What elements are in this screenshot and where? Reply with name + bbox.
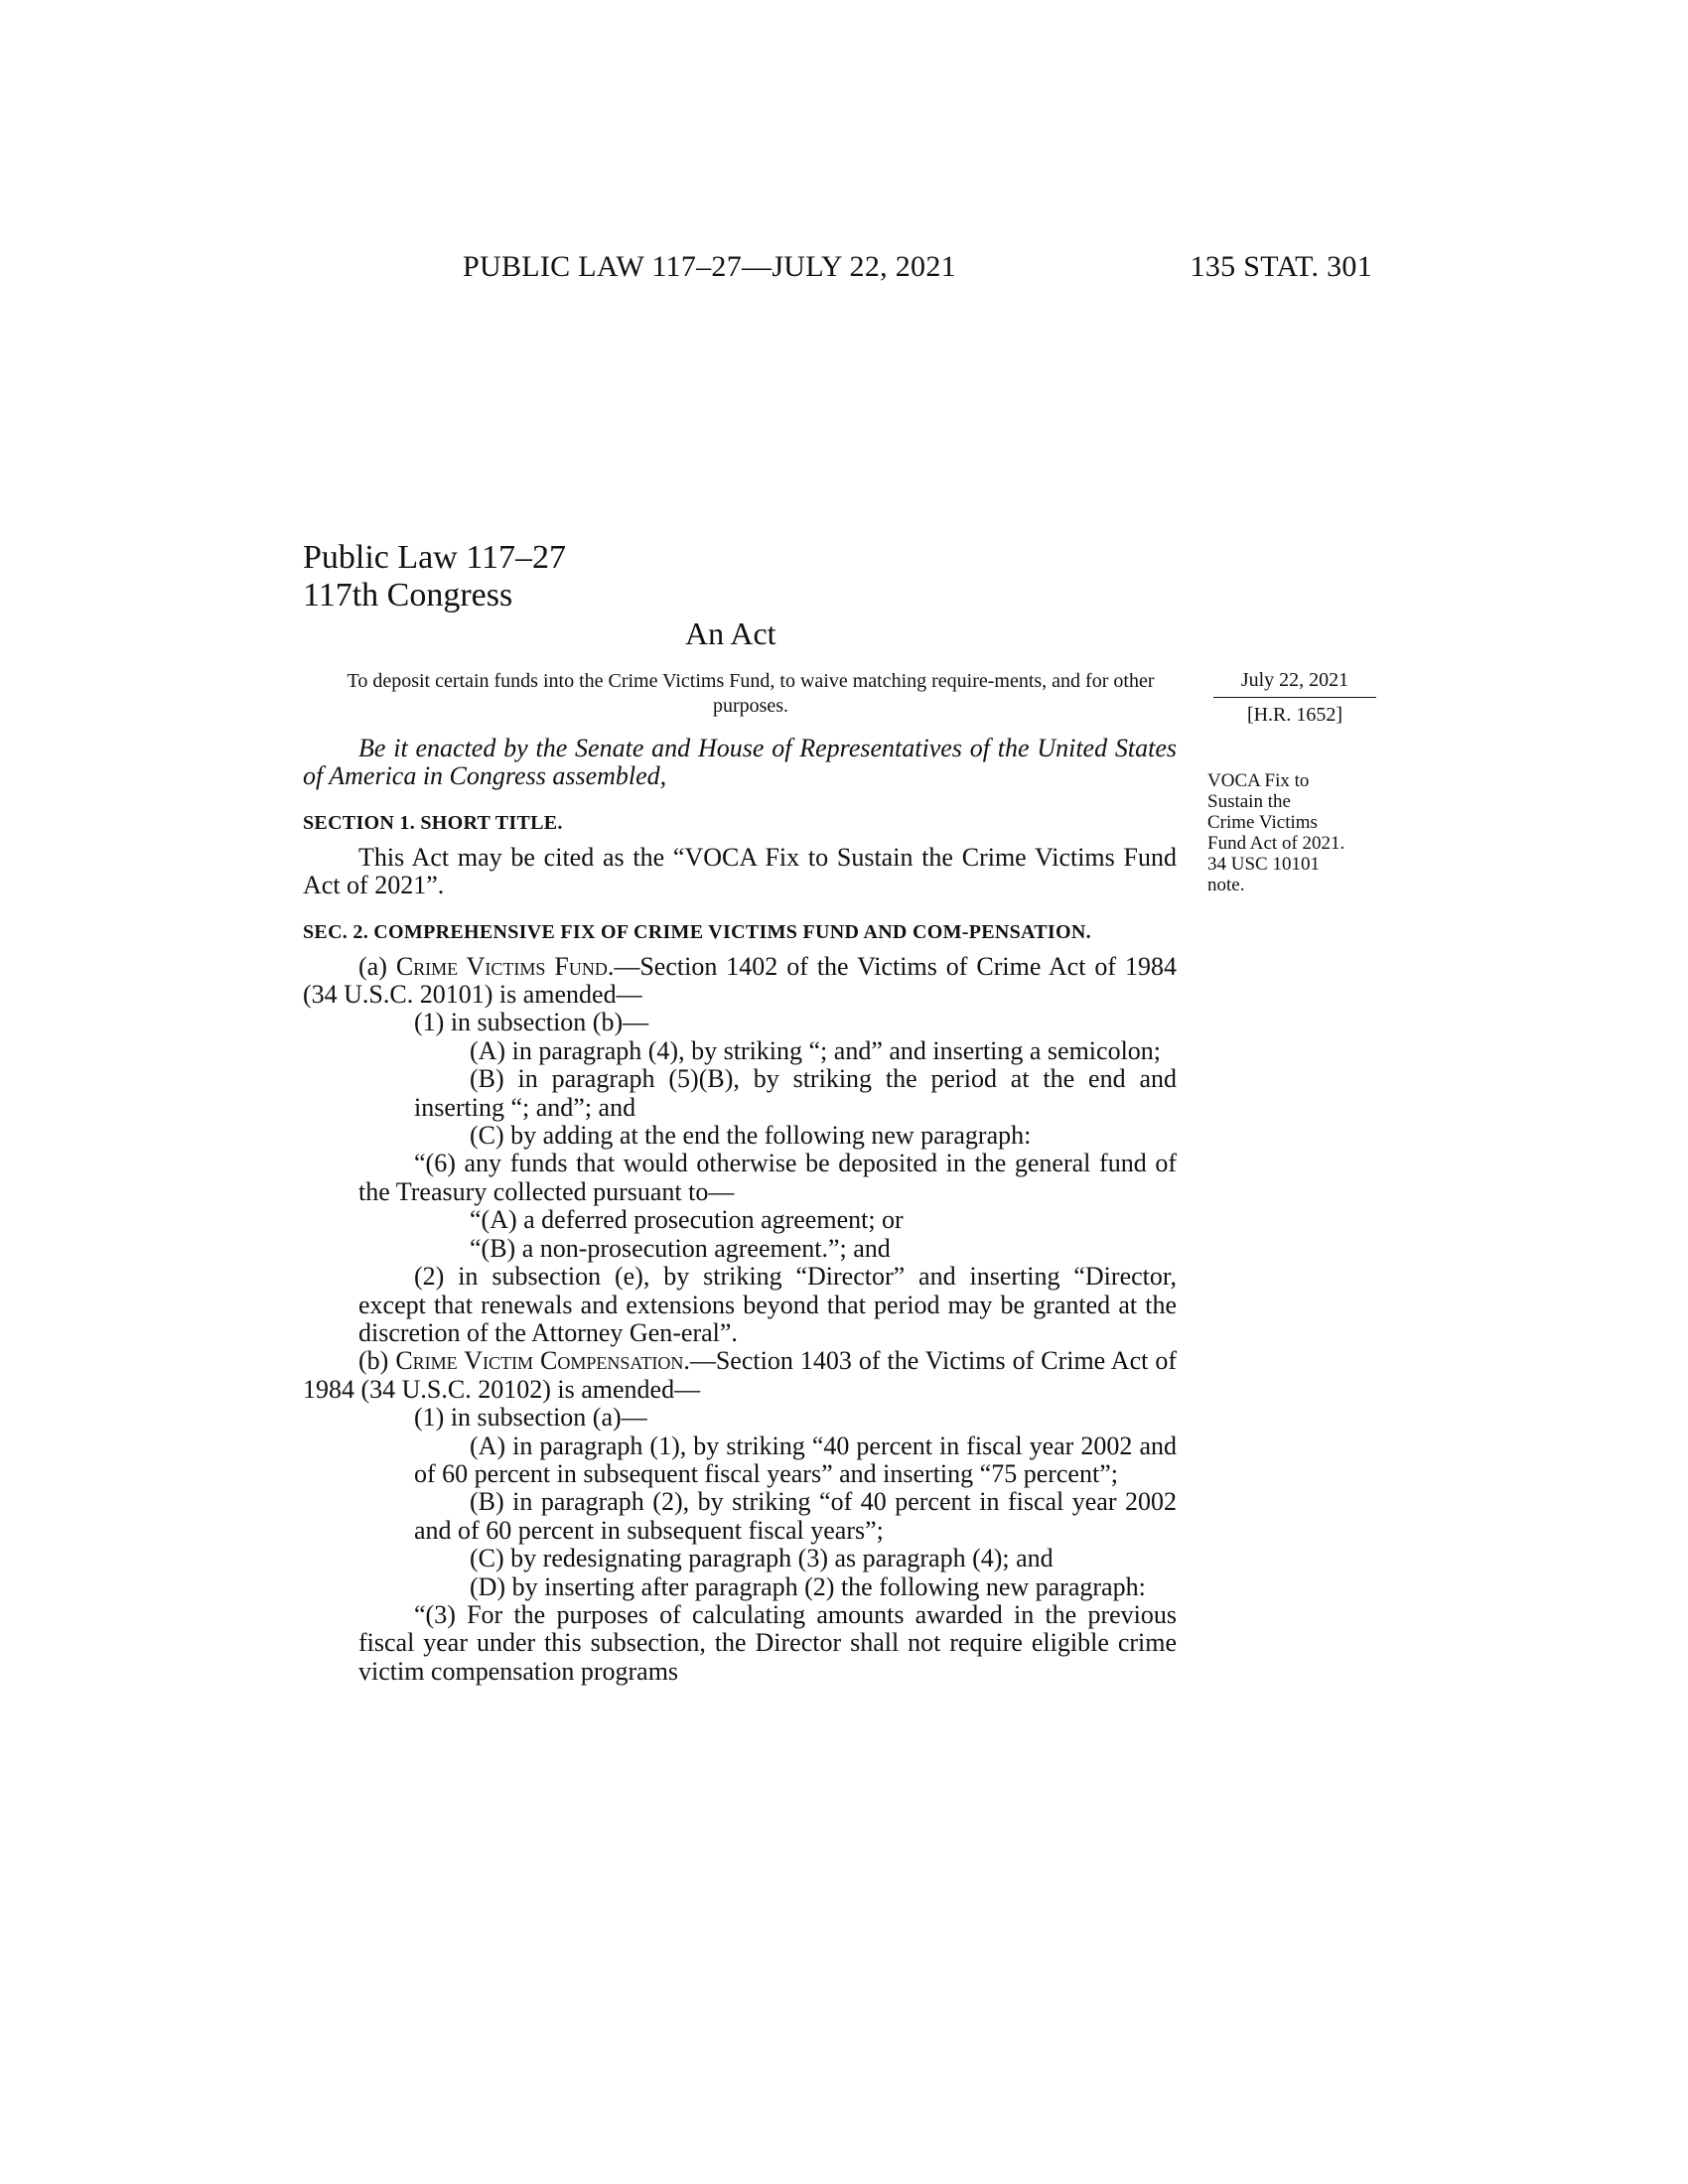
quoted-paragraph-6: “(6) any funds that would otherwise be deposited in the general fund of the Treasury collected pursuant to— — [358, 1149, 1177, 1206]
subsection-a — [303, 953, 1177, 1010]
section-1-text: This Act may be cited as the “VOCA Fix to Sustain the Crime Victims Fund Act of 2021”. — [303, 842, 1177, 900]
quoted-paragraph-3: “(3) For the purposes of calculating amounts awarded in the previous fiscal year under this subsection, the Director shall not require eligible crime victim compensation programs — [358, 1599, 1177, 1686]
marginal-note — [1207, 770, 1406, 895]
section-2-heading: SEC. 2. COMPREHENSIVE FIX OF CRIME VICTIMS FUND AND COM-PENSATION. — [303, 920, 1091, 943]
subsection-a-caption: Crime Victims Fund. — [395, 951, 615, 981]
subparagraph-a-1-A: (A) in paragraph (4), by striking “; and” and inserting a semicolon; — [470, 1035, 1162, 1065]
statute-page-number: 135 STAT. 301 — [1190, 250, 1372, 283]
section-1-heading: SECTION 1. SHORT TITLE. — [303, 811, 563, 834]
paragraph-b-1: (1) in subsection (a)— — [414, 1403, 647, 1433]
quoted-subparagraph-6-B: “(B) a non-prosecution agreement.”; and — [470, 1233, 891, 1263]
act-heading: An Act — [685, 615, 776, 651]
running-head: PUBLIC LAW 117–27—JULY 22, 2021 — [463, 250, 956, 283]
marginal-note-line: note. — [1207, 875, 1245, 895]
marginal-note-line: Fund Act of 2021. — [1207, 833, 1345, 854]
subparagraph-b-1-B: (B) in paragraph (2), by striking “of 40 percent in fiscal year 2002 and of 60 percent in subsequent fiscal years”; — [414, 1487, 1177, 1545]
subsection-a-label: (a) — [358, 951, 396, 981]
congress-number: 117th Congress — [303, 577, 513, 614]
subparagraph-b-1-D: (D) by inserting after paragraph (2) the following new paragraph: — [470, 1571, 1146, 1601]
law-identification — [303, 539, 566, 614]
subsection-b — [303, 1347, 1177, 1404]
enactment-date: July 22, 2021 — [1213, 667, 1376, 698]
public-law-number: Public Law 117–27 — [303, 539, 567, 576]
subparagraph-a-1-C: (C) by adding at the end the following new paragraph: — [470, 1121, 1032, 1151]
subsection-b-caption: Crime Victim Compensation. — [395, 1346, 690, 1376]
quoted-subparagraph-6-A: “(A) a deferred prosecution agreement; or — [470, 1205, 904, 1235]
marginal-note-line: VOCA Fix to — [1207, 770, 1310, 791]
purpose-statement: To deposit certain funds into the Crime Victims Fund, to waive matching require-ments, and for other purposes. — [347, 670, 1155, 717]
subparagraph-b-1-C: (C) by redesignating paragraph (3) as paragraph (4); and — [470, 1544, 1054, 1573]
marginal-note-line: Crime Victims — [1207, 812, 1318, 833]
enacting-clause: Be it enacted by the Senate and House of Representatives of the United States of America in Congress assembled, — [303, 734, 1177, 791]
subparagraph-a-1-B: (B) in paragraph (5)(B), by striking the period at the end and inserting “; and”; and — [414, 1064, 1177, 1122]
subsection-b-text: —Section 1403 of the Victims of Crime Act of 1984 (34 U.S.C. 20102) is amended— — [303, 1346, 1177, 1404]
subsection-a-text: —Section 1402 of the Victims of Crime Act of 1984 (34 U.S.C. 20101) is amended— — [303, 951, 1177, 1010]
paragraph-a-1: (1) in subsection (b)— — [414, 1008, 649, 1037]
paragraph-a-2: (2) in subsection (e), by striking “Director” and inserting “Director, except that renewals and extensions beyond that period may be granted at the discretion of the Attorney Gen-eral”. — [358, 1262, 1177, 1347]
marginal-note-line: 34 USC 10101 — [1207, 854, 1320, 875]
margin-date-box — [1213, 667, 1376, 728]
subsection-b-label: (b) — [358, 1346, 396, 1376]
bill-number: [H.R. 1652] — [1246, 704, 1343, 726]
marginal-note-line: Sustain the — [1207, 791, 1291, 812]
law-body — [303, 735, 1177, 1686]
subparagraph-b-1-A: (A) in paragraph (1), by striking “40 percent in fiscal year 2002 and of 60 percent in subsequent fiscal years” and inserting “75 percent”; — [414, 1431, 1177, 1488]
